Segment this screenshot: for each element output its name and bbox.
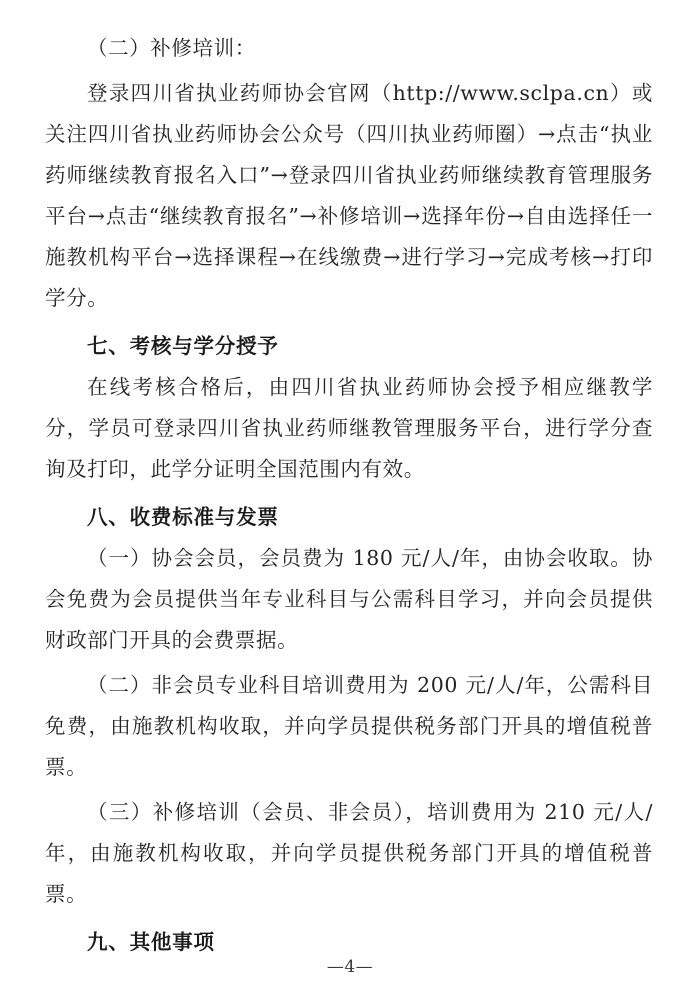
spacer — [45, 490, 653, 497]
document-body — [45, 28, 653, 963]
heading-section-seven: 七、考核与学分授予 — [87, 334, 279, 358]
paragraph-fee-non-member: （二）非会员专业科目培训费用为 200 元/人/年，公需科目免费，由施教机构收取，并向学员提供税务部门开具的增值税普票。 — [45, 673, 653, 779]
heading-section-nine: 九、其他事项 — [87, 930, 215, 954]
paragraph-supplementary-training-label: （二）补修培训： — [87, 36, 256, 60]
spacer — [45, 915, 653, 922]
paragraph-assessment-credits: 在线考核合格后，由四川省执业药师协会授予相应继教学分，学员可登录四川省执业药师继教管理服务平台，进行学分查询及打印，此学分证明全国范围内有效。 — [45, 375, 653, 481]
paragraph-fee-member: （一）协会会员，会员费为 180 元/人/年，由协会收取。协会免费为会员提供当年专业科目与公需科目学习，并向会员提供财政部门开具的会费票据。 — [45, 546, 653, 652]
heading-section-eight: 八、收费标准与发票 — [87, 505, 279, 529]
spacer — [45, 319, 653, 326]
paragraph-fee-supplementary: （三）补修培训（会员、非会员），培训费用为 210 元/人/年，由施教机构收取，并向学员提供税务部门开具的增值税普票。 — [45, 800, 653, 906]
paragraph-registration-steps: 登录四川省执业药师协会官网（http://www.sclpa.cn）或关注四川省执业药师协会公众号（四川执业药师圈）→点击“执业药师继续教育报名入口”→登录四川省执业药师继续教育管理服务平台→点击“继续教育报名”→补修培训→选择年份→自由选择任一施教机构平台→选择课程→在线缴费→进行学习→完成考核→打印学分。 — [45, 81, 653, 310]
page-number: —4— — [326, 957, 374, 977]
